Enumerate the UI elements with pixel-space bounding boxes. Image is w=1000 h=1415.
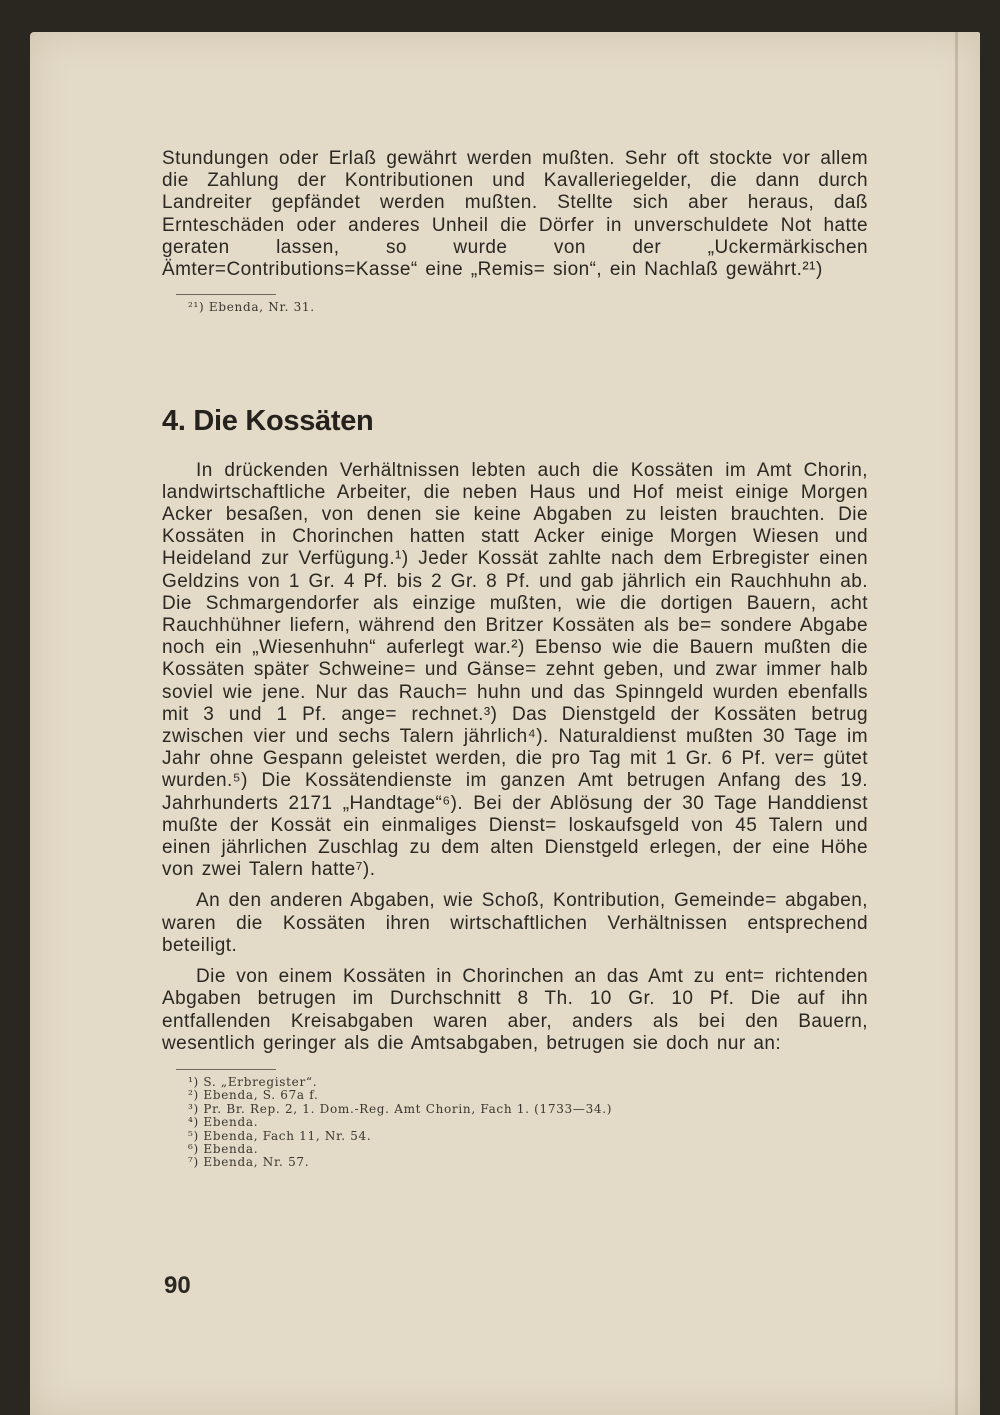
footnotes bbox=[162, 1076, 868, 1170]
footnote-separator bbox=[176, 1069, 276, 1070]
paragraph-kossaeten-conditions: In drückenden Verhältnissen lebten auch die Kossäten im Amt Chorin, landwirtschaftliche Arbeiter, die neben Haus und Hof meist einige Morgen Acker besaßen, von denen sie keine Abgaben zu leisten brauchten. Die Kossäten in Chorinchen hatten statt Acker einige Morgen Wiesen und Heideland zur Verfügung.¹) Jeder Kossät zahlte nach dem Erbregister einen Geldzins von 1 Gr. 4 Pf. bis 2 Gr. 8 Pf. und gab jährlich ein Rauchhuhn ab. Die Schmargendorfer als einzige mußten, wie die dortigen Bauern, acht Rauchhühner liefern, während den Britzer Kossäten als be= sondere Abgabe noch ein „Wiesenhuhn“ auferlegt war.²) Ebenso wie die Bauern mußten die Kossäten später Schweine= und Gänse= zehnt geben, und zwar immer halb soviel wie jene. Nur das Rauch= huhn und das Spinngeld wurden ebenfalls mit 3 und 1 Pf. ange= rechnet.³) Das Dienstgeld der Kossäten betrug zwischen vier und sechs Talern jährlich⁴). Naturaldienst mußten 30 Tage im Jahr ohne Gespann geleistet werden, die pro Tag mit 1 Gr. 6 Pf. ver= gütet wurden.⁵) Die Kossätendienste im ganzen Amt betrugen Anfang des 19. Jahrhunderts 2171 „Handtage“⁶). Bei der Ablösung der 30 Tage Handdienst mußte der Kossät ein einmaliges Dienst= loskaufsgeld von 45 Talern und einen jährlichen Zuschlag zu dem alten Dienstgeld erlegen, der eine Höhe von zwei Talern hatte⁷). bbox=[162, 459, 868, 881]
page-number: 90 bbox=[164, 1272, 191, 1299]
paragraph-other-taxes: An den anderen Abgaben, wie Schoß, Kontribution, Gemeinde= abgaben, waren die Kossäten ihren wirtschaftlichen Verhältnissen entsprechend beteiligt. bbox=[162, 890, 868, 956]
footnote-6: ⁶) Ebenda. bbox=[188, 1141, 259, 1156]
text-column bbox=[162, 148, 868, 1170]
footnote-5: ⁵) Ebenda, Fach 11, Nr. 54. bbox=[188, 1128, 372, 1143]
footnote-3: ³) Pr. Br. Rep. 2, 1. Dom.-Reg. Amt Chorin, Fach 1. (1733—34.) bbox=[188, 1101, 613, 1116]
footnote-1: ¹) S. „Erbregister“. bbox=[188, 1074, 318, 1089]
book-page bbox=[30, 32, 980, 1415]
continuation-paragraph: Stundungen oder Erlaß gewährt werden mußten. Sehr oft stockte vor allem die Zahlung der Kontributionen und Kavalleriegelder, die dann durch Landreiter gepfändet werden mußten. Stellte sich aber heraus, daß Ernteschäden oder anderes Unheil die Dörfer in unverschuldete Not hatte geraten lassen, so wurde von der „Uckermärkischen Ämter=Contributions=Kasse“ eine „Remis= sion“, ein Nachlaß gewährt.²¹) bbox=[162, 148, 868, 281]
footnote-4: ⁴) Ebenda. bbox=[188, 1115, 259, 1130]
footnote-2: ²) Ebenda, S. 67a f. bbox=[188, 1088, 319, 1103]
section-heading: 4. Die Kossäten bbox=[162, 404, 374, 437]
footnote-separator bbox=[176, 294, 276, 295]
paragraph-chorinchen-taxes: Die von einem Kossäten in Chorinchen an das Amt zu ent= richtenden Abgaben betrugen im Durchschnitt 8 Th. 10 Gr. 10 Pf. Die auf ihn entfallenden Kreisabgaben waren aber, anders als bei den Bauern, wesentlich geringer als die Amtsabgaben, betrugen sie doch nur an: bbox=[162, 966, 868, 1054]
footnote-21: ²¹) Ebenda, Nr. 31. bbox=[188, 300, 315, 315]
footnote-7: ⁷) Ebenda, Nr. 57. bbox=[188, 1155, 310, 1170]
